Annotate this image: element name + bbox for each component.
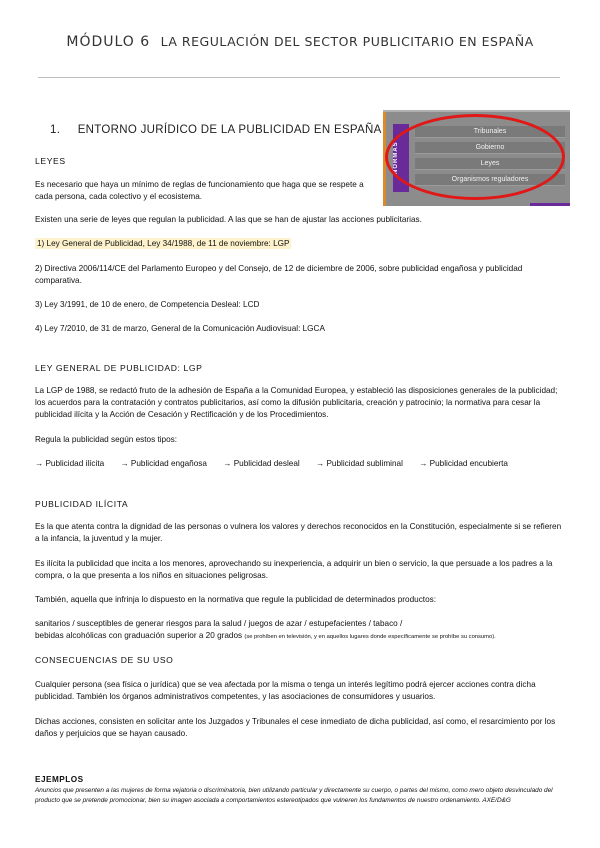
heading-ilicita: PUBLICIDAD ILÍCITA [35, 499, 129, 509]
law-item-1 [35, 238, 563, 250]
header-divider [38, 77, 560, 78]
heading-ejemplos: EJEMPLOS [35, 775, 84, 784]
type-enganosa: → Publicidad engañosa [120, 459, 207, 468]
diagram-side-label: NORMAS [393, 124, 409, 192]
diagram-layer-gobierno: Gobierno [415, 142, 565, 154]
diagram-layer-organismos: Organismos reguladores [415, 174, 565, 186]
product-line: sanitarios / susceptibles de generar riesgos para la salud / juegos de azar / estupefacientes / tabaco / [35, 619, 403, 628]
paragraph: Dichas acciones, consisten en solicitar ante los Juzgados y Tribunales el cese inmediato de dicha publicidad, así como, el resarcimiento por los daños y perjuicios que se hayan causado. [35, 717, 556, 738]
page-header [0, 34, 600, 50]
diagram-edge-bottom [530, 203, 570, 206]
type-desleal: → Publicidad desleal [223, 459, 300, 468]
diagram-layer-tribunales: Tribunales [415, 126, 565, 138]
heading-leyes: LEYES [35, 156, 66, 166]
advertising-types [35, 458, 563, 470]
module-label: MÓDULO 6 [66, 34, 151, 50]
section-title-text: ENTORNO JURÍDICO DE LA PUBLICIDAD EN ESPAÑA [77, 124, 382, 136]
type-ilicita: → Publicidad ilícita [35, 459, 105, 468]
law-item-4: 4) Ley 7/2010, de 31 de marzo, General de la Comunicación Audiovisual: LGCA [35, 324, 325, 333]
paragraph: La LGP de 1988, se redactó fruto de la adhesión de España a la Comunidad Europea, y estableció las disposiciones generales de la publicidad; los acuerdos para la contratación y contratos publicitarios, así como la difusión publicitaria, creación y patrocinio; la normativa para cesar la publicidad ilícita y la Acción de Cesación y Rectificación y de los Procedimientos. [35, 386, 558, 419]
paragraph: También, aquella que infrinja lo dispuesto en la normativa que regule la publicidad de determinados productos: [35, 595, 436, 604]
example-text: Anuncios que presenten a las mujeres de forma vejatoria o discriminatoria, bien utilizando particular y directamente su cuerpo, o partes del mismo, como mero objeto desvinculado del producto que se pretende promocionar, bien su imagen asociada a comportamientos estereotipados que vulneren los fundamentos de nuestro ordenamiento. AXE/D&G [35, 787, 553, 804]
paragraph: Cualquier persona (sea física o jurídica) que se vea afectada por la misma o tenga un interés legítimo podrá ejercer acciones contra dicha publicidad. También los órganos administrativos competentes, y las asociaciones de consumidores y usuarios. [35, 680, 536, 701]
paragraph: Es la que atenta contra la dignidad de las personas o vulnera los valores y derechos reconocidos en la Constitución, especialmente si se refieren a la infancia, la juventud y la mujer. [35, 522, 562, 543]
section-number: 1. [50, 124, 61, 136]
regulation-diagram [383, 110, 570, 206]
heading-lgp: LEY GENERAL DE PUBLICIDAD: LGP [35, 363, 203, 373]
diagram-layer-leyes: Leyes [415, 158, 565, 170]
law-item-2: 2) Directiva 2006/114/CE del Parlamento Europeo y del Consejo, de 12 de diciembre de 2006, sobre publicidad engañosa y publicidad comparativa. [35, 264, 523, 285]
highlighted-law: 1) Ley General de Publicidad, Ley 34/1988, de 11 de noviembre: LGP [37, 239, 290, 248]
highlight-oval [385, 114, 565, 200]
section-title [50, 124, 382, 136]
type-subliminal: → Publicidad subliminal [315, 459, 403, 468]
law-item-3: 3) Ley 3/1991, de 10 de enero, de Competencia Desleal: LCD [35, 300, 260, 309]
module-title: LA REGULACIÓN DEL SECTOR PUBLICITARIO EN ESPAÑA [160, 34, 534, 49]
alcohol-text: bebidas alcohólicas con graduación superior a 20 grados [35, 631, 243, 640]
product-list [35, 618, 563, 643]
paragraph: Es necesario que haya un mínimo de reglas de funcionamiento que haga que se respete a cada persona, cada colectivo y el ecosistema. [35, 180, 364, 201]
product-line [35, 630, 563, 643]
alcohol-note: (se prohíben en televisión, y en aquellos lugares donde específicamente se prohíbe su consumo). [244, 634, 496, 640]
paragraph: Existen una serie de leyes que regulan la publicidad. A las que se han de ajustar las acciones publicitarias. [35, 215, 422, 224]
paragraph: Es ilícita la publicidad que incita a los menores, aprovechando su inexperiencia, a adquirir un bien o servicio, la que persuade a los padres a la compra, o la que presenta a los niños en situaciones peligrosas. [35, 559, 553, 580]
type-encubierta: → Publicidad encubierta [419, 459, 508, 468]
paragraph: Regula la publicidad según estos tipos: [35, 435, 178, 444]
heading-consecuencias: CONSECUENCIAS DE SU USO [35, 655, 174, 665]
